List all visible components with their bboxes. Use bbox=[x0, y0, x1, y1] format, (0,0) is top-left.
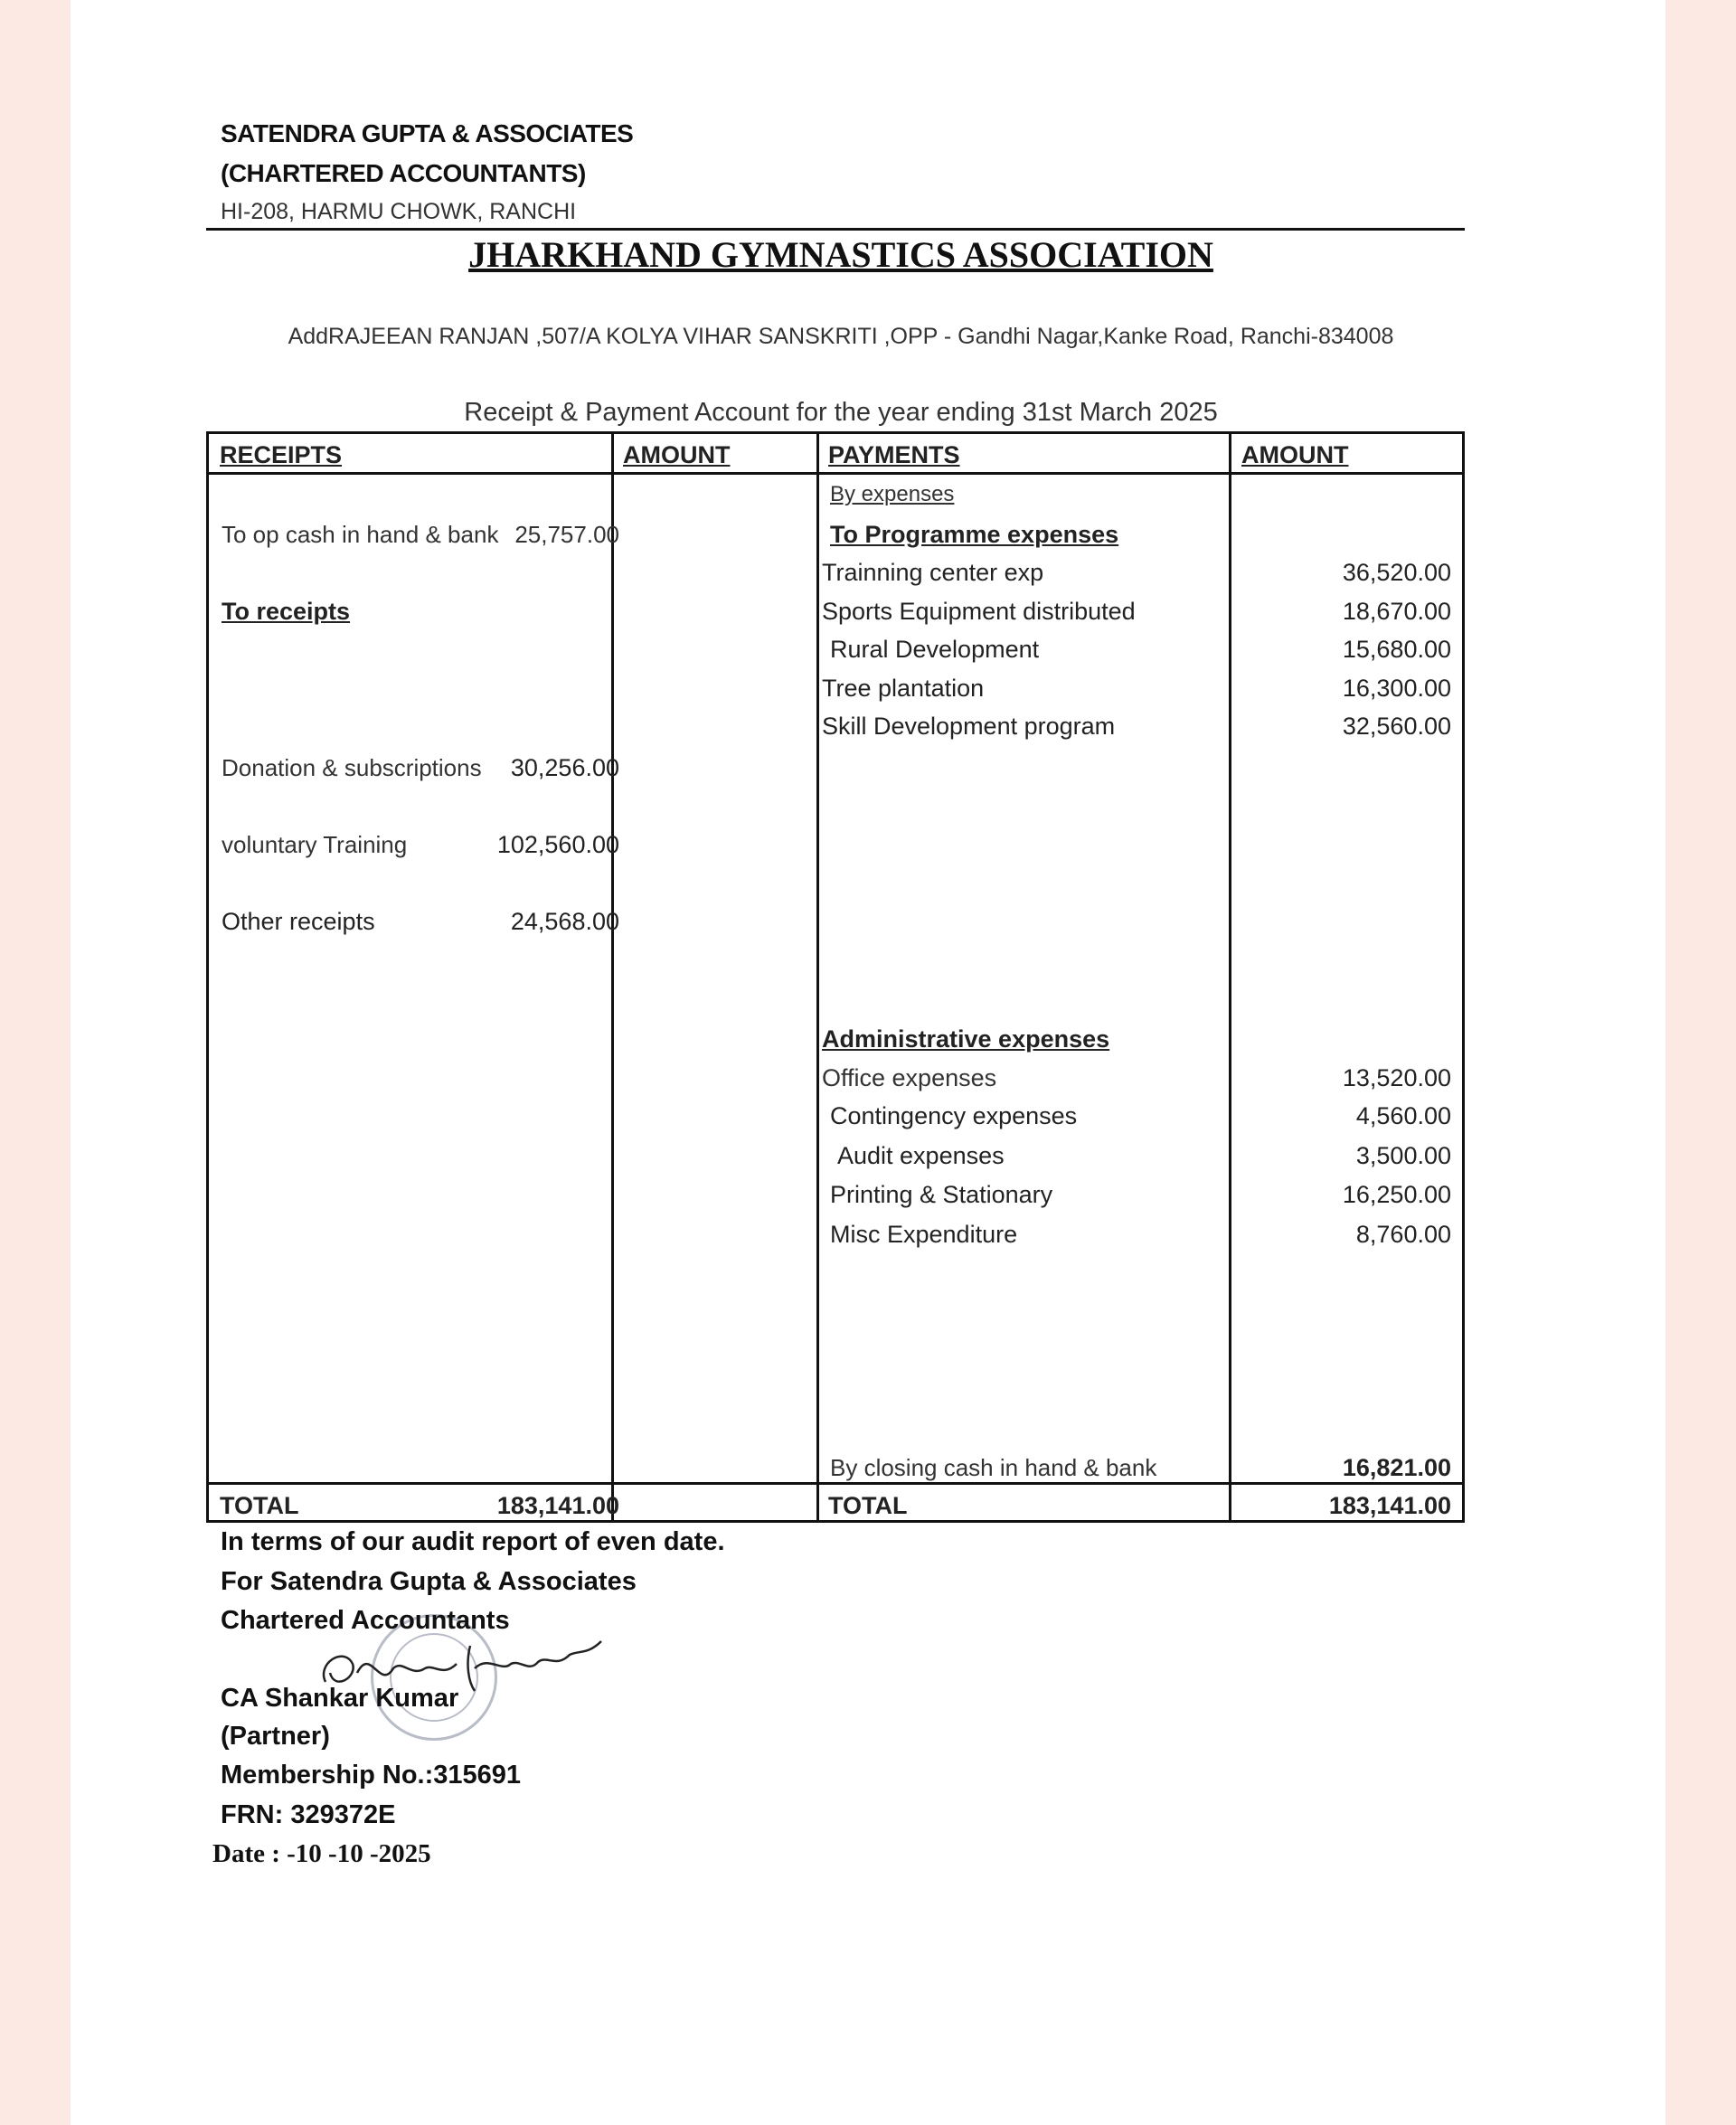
payment-amount: 18,670.00 bbox=[1342, 598, 1451, 625]
payment-label: Trainning center exp bbox=[822, 559, 1044, 586]
org-address: AddRAJEEAN RANJAN ,507/A KOLYA VIHAR SANSKRITI ,OPP - Gandhi Nagar,Kanke Road, Ranchi-834008 bbox=[288, 324, 1394, 349]
payment-label: Misc Expenditure bbox=[830, 1221, 1018, 1248]
payment-amount: 16,300.00 bbox=[1342, 675, 1451, 702]
firm-type-signoff: Chartered Accountants bbox=[221, 1606, 510, 1635]
payment-label: Sports Equipment distributed bbox=[822, 598, 1136, 625]
receipt-label: To op cash in hand & bank bbox=[222, 521, 499, 548]
col-divider bbox=[1229, 434, 1231, 1520]
admin-heading: Administrative expenses bbox=[822, 1025, 1110, 1053]
closing-label: By closing cash in hand & bank bbox=[830, 1454, 1157, 1481]
membership-number: Membership No.:315691 bbox=[221, 1761, 522, 1790]
header-divider bbox=[209, 472, 1462, 475]
header-rule bbox=[206, 228, 1465, 231]
payment-label: Skill Development program bbox=[822, 713, 1116, 740]
payment-label: Office expenses bbox=[822, 1064, 997, 1091]
by-expenses-label: By expenses bbox=[830, 482, 955, 506]
payment-amount: 36,520.00 bbox=[1342, 559, 1451, 586]
document-title: JHARKHAND GYMNASTICS ASSOCIATION bbox=[468, 234, 1213, 275]
payment-amount: 15,680.00 bbox=[1342, 636, 1451, 663]
payment-amount: 16,250.00 bbox=[1342, 1181, 1451, 1208]
total-receipts: 183,141.00 bbox=[496, 1492, 619, 1519]
total-payments: 183,141.00 bbox=[1328, 1492, 1451, 1519]
receipt-payment-table bbox=[206, 431, 1465, 1523]
signatory-role: (Partner) bbox=[221, 1722, 330, 1751]
receipt-label: Donation & subscriptions bbox=[222, 754, 482, 781]
payment-label: Audit expenses bbox=[837, 1142, 1005, 1169]
payment-amount: 8,760.00 bbox=[1355, 1221, 1451, 1248]
programme-heading: To Programme expenses bbox=[830, 521, 1119, 548]
header-receipts: RECEIPTS bbox=[220, 441, 343, 468]
payment-amount: 32,560.00 bbox=[1342, 713, 1451, 740]
header-amount: AMOUNT bbox=[623, 441, 731, 468]
receipt-heading: To receipts bbox=[222, 598, 351, 625]
signatory-name: CA Shankar Kumar bbox=[221, 1684, 459, 1713]
total-label: TOTAL bbox=[828, 1492, 908, 1519]
payment-label: Tree plantation bbox=[822, 675, 985, 702]
receipt-amount: 25,757.00 bbox=[514, 521, 619, 548]
closing-amount: 16,821.00 bbox=[1342, 1454, 1451, 1481]
firm-address: HI-208, HARMU CHOWK, RANCHI bbox=[221, 199, 577, 224]
total-divider bbox=[209, 1482, 1462, 1485]
header-amount: AMOUNT bbox=[1241, 441, 1349, 468]
firm-name: SATENDRA GUPTA & ASSOCIATES bbox=[221, 119, 634, 147]
audit-statement: In terms of our audit report of even date. bbox=[221, 1527, 725, 1556]
payment-amount: 13,520.00 bbox=[1342, 1064, 1451, 1091]
payment-label: Rural Development bbox=[830, 636, 1040, 663]
receipt-amount: 30,256.00 bbox=[510, 754, 619, 781]
payment-amount: 3,500.00 bbox=[1355, 1142, 1451, 1169]
payment-amount: 4,560.00 bbox=[1355, 1102, 1451, 1129]
col-divider bbox=[816, 434, 819, 1520]
payment-label: Contingency expenses bbox=[830, 1102, 1078, 1129]
report-date: Date : -10 -10 -2025 bbox=[212, 1839, 431, 1868]
firm-signoff: For Satendra Gupta & Associates bbox=[221, 1567, 637, 1596]
col-divider bbox=[611, 434, 614, 1520]
receipt-amount: 24,568.00 bbox=[510, 908, 619, 935]
receipt-amount: 102,560.00 bbox=[496, 831, 619, 858]
payment-label: Printing & Stationary bbox=[830, 1181, 1053, 1208]
firm-type: (CHARTERED ACCOUNTANTS) bbox=[221, 159, 586, 187]
receipt-label: voluntary Training bbox=[222, 831, 408, 858]
frn-number: FRN: 329372E bbox=[221, 1800, 396, 1829]
header-payments: PAYMENTS bbox=[828, 441, 960, 468]
total-label: TOTAL bbox=[220, 1492, 299, 1519]
receipt-label: Other receipts bbox=[222, 908, 375, 935]
account-caption: Receipt & Payment Account for the year ending 31st March 2025 bbox=[464, 398, 1218, 427]
